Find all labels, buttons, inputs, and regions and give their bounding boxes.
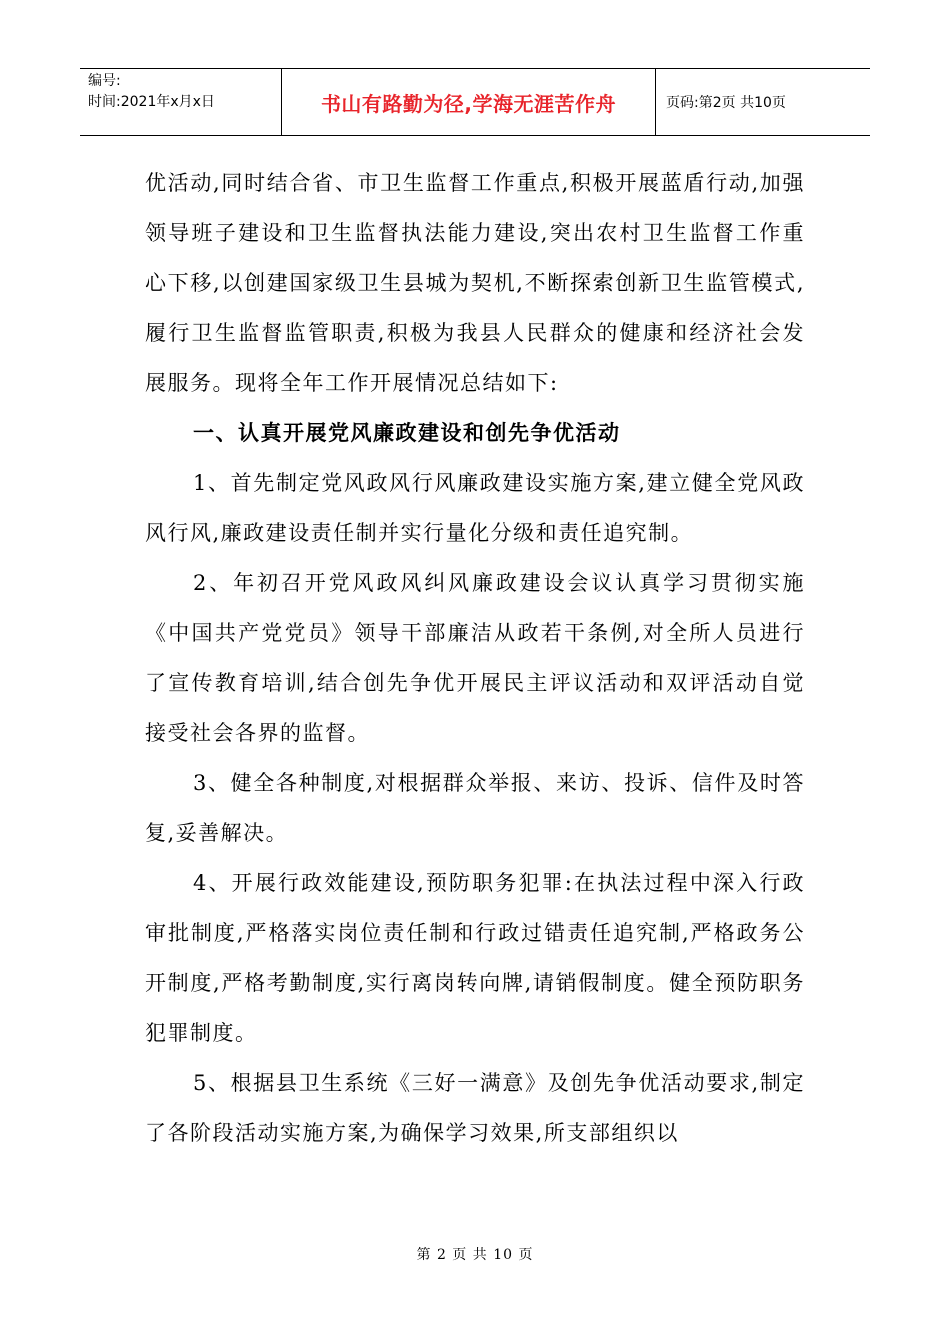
page-footer: 第 2 页 共 10 页 [416, 1247, 534, 1263]
document-number-label: 编号: [88, 73, 121, 89]
paragraph-item-5: 5、根据县卫生系统《三好一满意》及创先争优活动要求,制定了各阶段活动实施方案,为确保学习效果,所支部组织以 [145, 1071, 805, 1145]
header-motto: 书山有路勤为径,学海无涯苦作舟 [282, 69, 656, 135]
header-page-code: 页码:第2页 共10页 [666, 95, 786, 111]
paragraph-item-4: 4、开展行政效能建设,预防职务犯罪:在执法过程中深入行政审批制度,严格落实岗位责任制和行政过错责任追究制,严格政务公开制度,严格考勤制度,实行离岗转向牌,请销假制度。健全预防职务犯罪制度。 [145, 871, 805, 1045]
header-meta-cell [80, 69, 282, 135]
document-time-label: 时间:2021年x月x日 [88, 94, 215, 110]
paragraph-intro: 优活动,同时结合省、市卫生监督工作重点,积极开展蓝盾行动,加强领导班子建设和卫生监督执法能力建设,突出农村卫生监督工作重心下移,以创建国家级卫生县城为契机,不断探索创新卫生监管模式,履行卫生监督监管职责,积极为我县人民群众的健康和经济社会发展服务。现将全年工作开展情况总结如下: [145, 171, 805, 395]
document-body [145, 158, 805, 1158]
page-header [80, 68, 870, 136]
section-heading: 一、认真开展党风廉政建设和创先争优活动 [193, 420, 621, 445]
paragraph-item-1: 1、首先制定党风政风行风廉政建设实施方案,建立健全党风政风行风,廉政建设责任制并实行量化分级和责任追究制。 [145, 471, 805, 545]
paragraph-item-3: 3、健全各种制度,对根据群众举报、来访、投诉、信件及时答复,妥善解决。 [145, 771, 805, 845]
paragraph-item-2: 2、年初召开党风政风纠风廉政建设会议认真学习贯彻实施《中国共产党党员》领导干部廉洁从政若干条例,对全所人员进行了宣传教育培训,结合创先争优开展民主评议活动和双评活动自觉接受社会各界的监督。 [145, 571, 805, 745]
